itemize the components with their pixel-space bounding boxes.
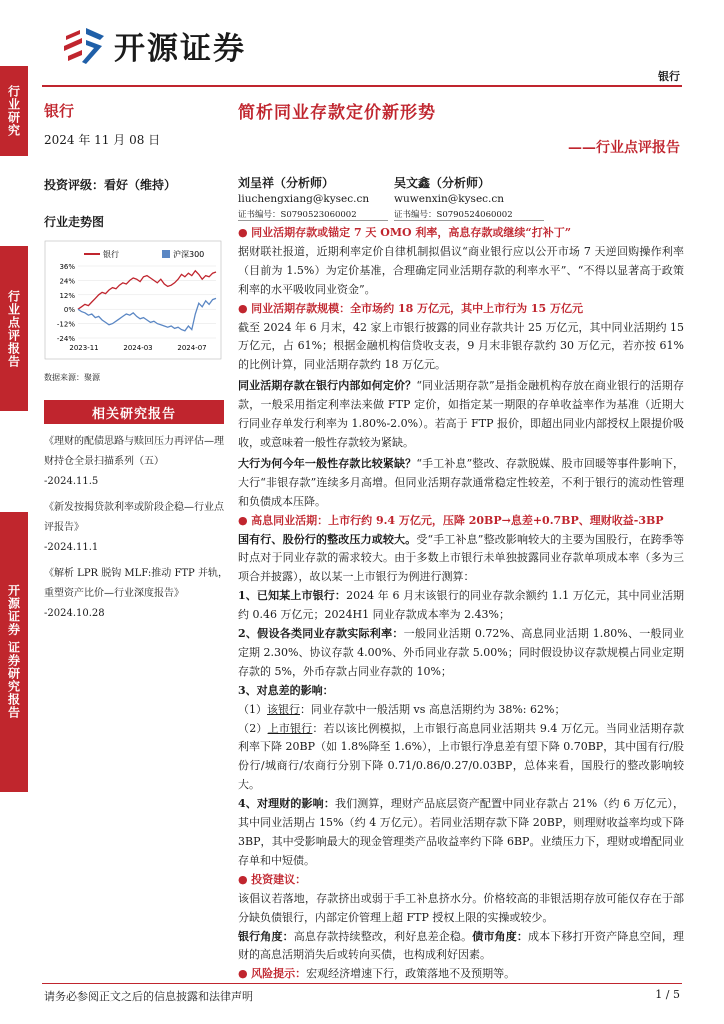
- paragraph-5: 国有行、股份行的整改压力或较大。受“手工补息”整改影响较大的主要为国股行，在跨季等时点对于同业存款的需求较大。由于多数上市银行未单独披露同业存款单项成本率（多为三项合并披露），故以某一上市银行为例进行测算：: [238, 532, 685, 584]
- vertical-tab-brand: 开源证券 证券研究报告: [0, 512, 28, 792]
- related-report-3[interactable]: 《解析 LPR 脱钩 MLF:推动 FTP 并轨，重塑资产比价—行业深度报告》 -2024.10.28: [44, 568, 228, 619]
- paragraph-4: 大行为何今年一般性存款比较紧缺？“手工补息”整改、存款脱媒、股市回暖等事件影响下，大行“非银存款”连续多月高增。但同业活期存款通常稳定性较差，不利于银行的流动性管理和负债成本压降。: [238, 456, 685, 508]
- bullet-icon: ●: [238, 967, 252, 981]
- header-industry: 银行: [658, 70, 680, 83]
- step-4: 4、对理财的影响：我们测算，理财产品底层资产配置中同业存款占 21%（约 6 万亿元），其中同业活期占 15%（约 4 万亿元）。若同业活期存款下降 20BP，则理财收益率均或下降 3BP，其中受影响最大的现金管理类产品收益率约下降 6BP。业绩压力下，理财或增配同业存单和中短债。: [238, 797, 684, 867]
- report-body: [238, 224, 684, 984]
- analyst-cert: 证书编号：S0790524060002: [394, 210, 513, 220]
- page-number: 1 / 5: [655, 988, 680, 1001]
- y-tick-label: 12%: [59, 291, 75, 300]
- step-3a: （1）该银行：同业存款中一般活期 vs 高息活期约为 38%: 62%；: [238, 702, 566, 716]
- bullet-icon: ●: [238, 513, 252, 527]
- section-heading-2: ● 同业活期存款规模：全市场约 18 万亿元，其中上市行为 15 万亿元: [238, 301, 584, 315]
- report-date: 2024 年 11 月 08 日: [44, 133, 161, 147]
- footer-divider: [42, 983, 682, 984]
- logo-mark-icon: [62, 22, 108, 68]
- brand-name: 开源证券: [114, 30, 246, 67]
- legend-label-bank: 银行: [103, 250, 119, 259]
- step-2: 2、假设各类同业存款实际利率：一般同业活期 0.72%、高息同业活期 1.80%、一般同业定期 2.30%、协议存款 4.00%、外币同业存款 5.00%；同时假设协议存款规模占同业定期存款的 5%，外币存款占同业存款的 10%；: [238, 627, 684, 678]
- bullet-icon: ●: [238, 226, 252, 239]
- industry-name: 银行: [44, 102, 75, 120]
- paragraph-2: 截至 2024 年 6 月末，42 家上市银行披露的同业存款共计 25 万亿元，其中同业活期约 15 万亿元，占 61%；根据金融机构信贷收支表，9 月末非银存款约 30 万亿元，若亦按 61%的比例计算，同业活期存款约 18 万亿元。: [238, 320, 684, 372]
- step-1: 1、已知某上市银行：2024 年 6 月末该银行的同业存款余额约 1.1 万亿元，其中同业活期约 0.46 万亿元；2024H1 同业存款成本率为 2.43%；: [238, 589, 685, 622]
- related-reports-header: 相关研究报告: [44, 400, 224, 424]
- y-tick-label: -24%: [56, 335, 75, 343]
- analyst-name: 刘呈祥（分析师）: [238, 176, 335, 190]
- analyst-card-1: [238, 175, 369, 223]
- header-divider: [42, 85, 682, 87]
- section-heading-1: ● 同业活期存款或锚定 7 天 OMO 利率，高息存款或继续“打补丁”: [238, 226, 572, 239]
- footer-disclaimer[interactable]: 请务必参阅正文之后的信息披露和法律声明: [44, 990, 253, 1003]
- report-subtitle: ——行业点评报告: [568, 140, 680, 156]
- report-title: 简析同业存款定价新形势: [238, 103, 436, 123]
- section-heading-6: ● 投资建议：: [238, 872, 307, 886]
- related-reports-list: [44, 432, 230, 630]
- legend-swatch-hs300: [162, 250, 170, 258]
- section-heading-8: ● 风险提示：宏观经济增速下行，政策落地不及预期等。: [238, 967, 516, 981]
- step-3: 3、对息差的影响：: [238, 683, 334, 697]
- analyst-divider: [394, 220, 544, 221]
- legend-label-hs300: 沪深300: [173, 250, 205, 259]
- related-report-1[interactable]: 《理财的配债思路与赎回压力再评估—理财持仓全景扫描系列（五） -2024.11.5: [44, 436, 224, 487]
- analyst-card-2: [394, 175, 513, 223]
- paragraph-1: 据财联社报道，近期利率定价自律机制拟倡议“商业银行应以公开市场 7 天逆回购操作利率（目前为 1.5%）为定价基准，合理确定同业活期存款的利率水平”、“不得以显著高于政策利率的水平吸收同业资金”。: [238, 244, 684, 296]
- chart-data-source: 数据来源：聚源: [44, 373, 100, 382]
- step-3b: （2）上市银行：若以该比例模拟，上市银行高息同业活期共 9.4 万亿元。当同业活期存款利率下降 20BP（如 1.8%降至 1.6%），上市银行净息差有望下降 0.70BP，其中国有行/股份行/城商行/农商行分别下降 0.71/0.86/0.27/0.03BP，总体来看，国股行的整改影响较大。: [238, 721, 684, 792]
- x-tick-label: 2024-03: [123, 344, 153, 352]
- vertical-tab-report-type: 行业点评报告: [0, 246, 28, 411]
- x-tick-label: 2024-07: [177, 344, 207, 352]
- investment-rating: 投资评级：看好（维持）: [44, 178, 177, 192]
- analyst-name: 吴文鑫（分析师）: [394, 176, 491, 190]
- analyst-email[interactable]: wuwenxin@kysec.cn: [394, 193, 505, 205]
- analyst-cert: 证书编号：S0790523060002: [238, 210, 357, 220]
- x-tick-label: 2023-11: [69, 344, 99, 352]
- section-heading-5: ● 高息同业活期：上市行约 9.4 万亿元，压降 20BP→息差+0.7BP、理财收益-3BP: [238, 513, 664, 527]
- paragraph-3: 同业活期存款在银行内部如何定价？“同业活期存款”是指金融机构存放在商业银行的活期存款，一般采用指定利率法来做 FTP 定价，如指定某一期限的存单收益率作为基准（近期大行同业存单发行利率为 1.80%-2.0%）。若高于 FTP 报价，即超出同业内部授权上限提价吸收，或意味着一般性存款较为紧缺。: [238, 379, 685, 449]
- y-tick-label: 36%: [59, 263, 75, 271]
- paragraph-6: 该倡议若落地，存款挤出或弱于手工补息挤水分。价格较高的非银活期存放可能仅存在于部分缺负债银行，内部定价管理上超 FTP 授权上限的实操或较少。: [238, 891, 684, 924]
- related-report-2[interactable]: 《新发按揭贷款利率或阶段企稳—行业点评报告》 -2024.11.1: [44, 502, 224, 553]
- bullet-icon: ●: [238, 301, 252, 315]
- trend-chart-title: 行业走势图: [44, 215, 105, 229]
- bullet-icon: ●: [238, 872, 252, 886]
- paragraph-7: 银行角度：高息存款持续整改，利好息差企稳。债市角度：成本下移打开资产降息空间，理财的高息活期消失后或转向买债，也构成利好因素。: [238, 929, 685, 962]
- y-tick-label: -12%: [56, 320, 75, 329]
- vertical-tab-industry-research: 行业研究: [0, 66, 28, 156]
- analyst-divider: [238, 220, 388, 221]
- analyst-email[interactable]: liuchengxiang@kysec.cn: [238, 193, 370, 205]
- trend-chart: [44, 240, 222, 360]
- brand-logo: [62, 22, 282, 68]
- y-tick-label: 24%: [59, 277, 75, 286]
- y-tick-label: 0%: [63, 306, 75, 315]
